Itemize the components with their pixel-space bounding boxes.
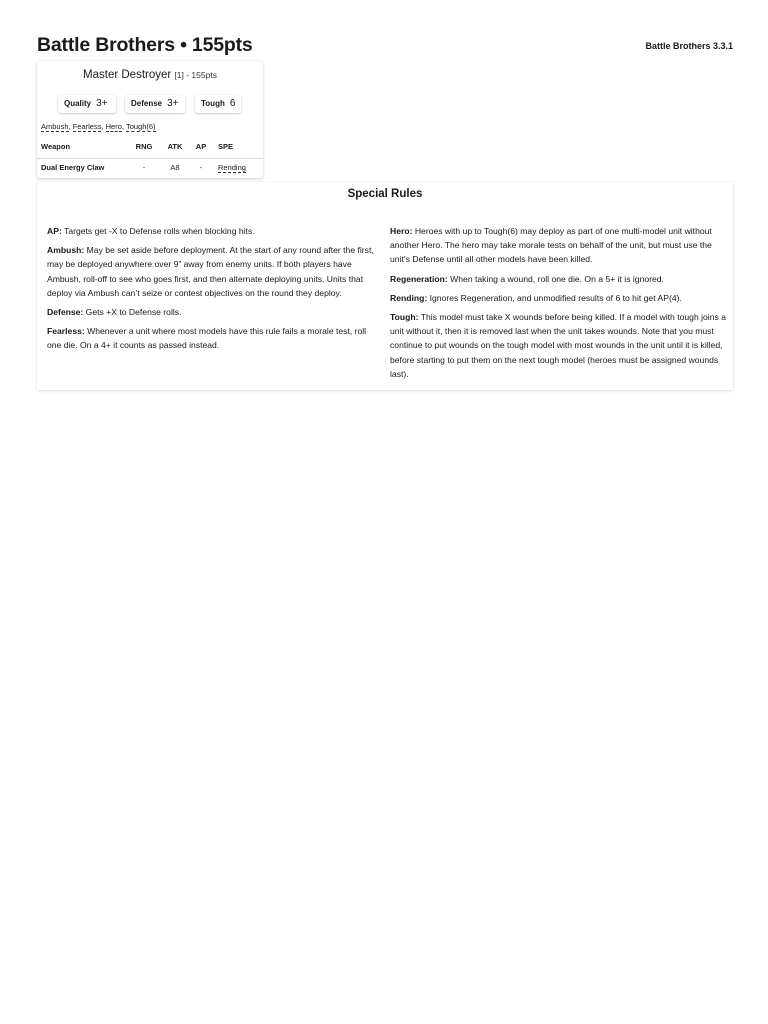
rule-name: AP: — [47, 226, 62, 236]
quality-label: Quality — [64, 99, 92, 108]
rule-text: Ignores Regeneration, and unmodified results of 6 to hit get AP(4). — [427, 292, 682, 303]
rule-name: Hero: — [390, 226, 413, 236]
special-rules-left-column — [47, 224, 379, 358]
defense-label: Defense — [131, 99, 163, 108]
rule-tag-ambush[interactable]: Ambush — [41, 122, 69, 131]
rule-ap — [47, 224, 379, 238]
header-atk: ATK — [167, 142, 183, 151]
rule-text: Whenever a unit where most models have this rule fails a morale test, roll one die. On a 4+ it counts as passed instead. — [47, 326, 367, 351]
weapon-table-header — [37, 141, 263, 158]
rule-text: Targets get -X to Defense rolls when blocking hits. — [61, 226, 255, 236]
rule-name: Ambush: — [47, 245, 85, 256]
unit-points: - 155pts — [183, 70, 217, 80]
rule-regeneration — [390, 272, 726, 286]
unit-name: Master Destroyer — [83, 69, 172, 81]
page-header — [37, 34, 733, 62]
rule-text: May be set aside before deployment. At the start of any round after the first, may be deployed anywhere over 9” away from enemy units. If both players have Ambush, roll-off to see who goes first, and then alternate deploying units. Units that deploy via Ambush can’t seize or contest objectives on the round they deploy. — [47, 245, 374, 298]
tough-label: Tough — [201, 99, 225, 108]
rule-tough — [390, 310, 726, 381]
weapon-spe — [218, 162, 246, 173]
rule-tag-rending[interactable]: Rending — [218, 163, 246, 172]
weapon-rng: - — [142, 163, 146, 172]
rule-ambush — [47, 243, 379, 300]
rule-name: Rending: — [390, 292, 428, 303]
unit-count: [1] — [174, 70, 184, 80]
unit-rules: Ambush, Fearless, Hero, Tough(6) — [41, 122, 156, 131]
rule-text: When taking a wound, roll one die. On a 5+ it is ignored. — [447, 273, 664, 284]
special-rules-panel — [37, 182, 733, 390]
version-label: Battle Brothers 3.3.1 — [645, 41, 733, 51]
rule-tag-tough[interactable]: Tough(6) — [125, 122, 156, 131]
defense-stat — [125, 95, 185, 113]
rule-text: Heroes with up to Tough(6) may deploy as part of one multi-model unit without another Hero. The hero may take morale tests on behalf of the unit, but must use the unit’s Defense until all other models have been killed. — [390, 226, 712, 265]
rule-fearless — [47, 324, 379, 352]
header-weapon: Weapon — [41, 142, 71, 151]
tough-value: 6 — [229, 98, 236, 109]
unit-card — [37, 61, 263, 178]
rule-name: Defense: — [47, 307, 84, 318]
rule-tag-hero[interactable]: Hero — [105, 122, 122, 131]
rule-rending — [390, 291, 726, 305]
rule-text: Gets +X to Defense rolls. — [83, 307, 182, 318]
table-row — [37, 158, 263, 178]
weapon-name: Dual Energy Claw — [41, 163, 105, 172]
weapon-atk: A8 — [170, 163, 180, 172]
rule-name: Regeneration: — [390, 273, 448, 284]
weapon-ap: - — [199, 163, 203, 172]
rule-tag-fearless[interactable]: Fearless — [72, 122, 102, 131]
rule-name: Tough: — [390, 312, 419, 323]
defense-value: 3+ — [167, 98, 179, 109]
rule-text: This model must take X wounds before being killed. If a model with tough joins a unit without it, then it is removed last when the unit takes wounds. Note that you must continue to put wounds on the tough model with most wounds in the unit until it is killed, before starting to put them on the next tough model (heroes must be assigned wounds last). — [390, 312, 726, 379]
special-rules-right-column — [390, 224, 726, 386]
special-rules-title: Special Rules — [347, 188, 423, 200]
quality-value: 3+ — [96, 98, 108, 109]
tough-stat — [195, 95, 241, 113]
unit-title — [37, 69, 263, 81]
army-title: Battle Brothers • 155pts — [37, 34, 253, 56]
header-rng: RNG — [135, 142, 153, 151]
weapon-table — [37, 141, 263, 178]
quality-stat — [58, 95, 116, 113]
header-ap: AP — [195, 142, 207, 151]
rule-defense — [47, 305, 379, 319]
header-spe: SPE — [218, 142, 234, 151]
rule-hero — [390, 224, 726, 267]
rule-name: Fearless: — [47, 326, 85, 337]
